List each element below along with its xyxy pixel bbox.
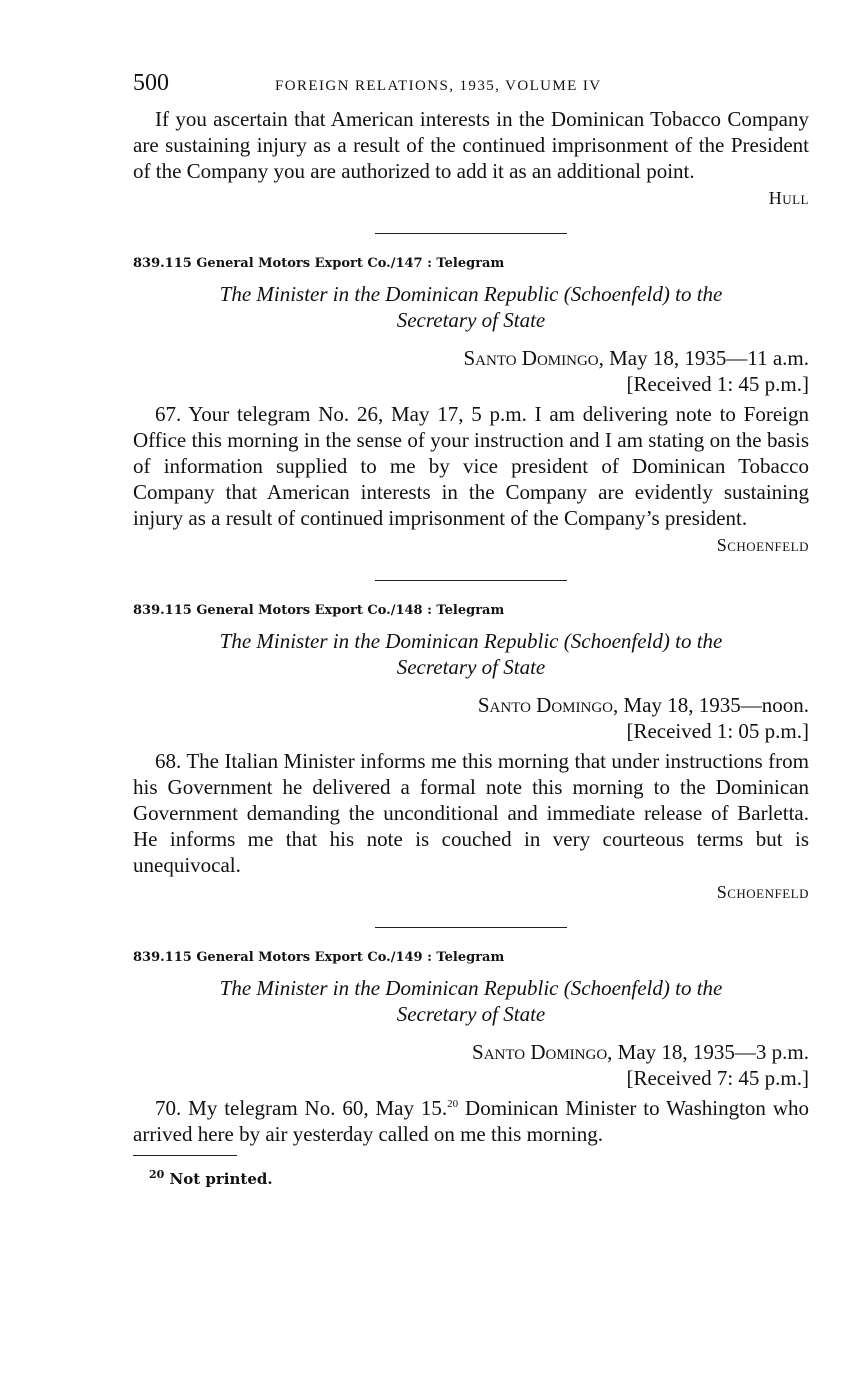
received-time: [Received 7: 45 p.m.] (626, 1066, 809, 1090)
file-reference: 839.115 General Motors Export Co./149 : Telegram (133, 950, 505, 965)
document-title: The Minister in the Dominican Republic (Schoenfeld) to the Secretary of State (219, 282, 723, 332)
dateline: Santo Domingo, May 18, 1935—11 a.m. (463, 346, 809, 370)
footnote: $^{20}$ Not printed. (149, 1168, 273, 1188)
file-reference: 839.115 General Motors Export Co./147 : Telegram (133, 256, 505, 271)
running-head: FOREIGN RELATIONS, 1935, VOLUME IV (275, 78, 602, 94)
document-page (133, 70, 809, 1188)
footnote-marker: 20 (447, 1098, 459, 1110)
received-time: [Received 1: 05 p.m.] (626, 719, 809, 743)
dateline: Santo Domingo, May 18, 1935—noon. (477, 693, 809, 717)
page-number: 500 (133, 70, 169, 96)
telegram-body: 68. The Italian Minister informs me this morning that under instructions from his Government he delivered a formal note this morning to the Dominican Government demanding the unconditional and immediate release of Barletta. He informs me that his note is couched in very courteous terms but is unequivocal. (133, 749, 809, 877)
intro-paragraph: If you ascertain that American interests in the Dominican Tobacco Company are sustaining injury as a result of the continued imprisonment of the President of the Company you are authorized to add it as an additional point. (133, 107, 809, 183)
signature-schoenfeld: Schoenfeld (716, 882, 809, 902)
section-divider (375, 927, 567, 928)
document-title: The Minister in the Dominican Republic (Schoenfeld) to the Secretary of State (219, 976, 723, 1026)
signature-schoenfeld: Schoenfeld (716, 535, 809, 555)
footnote-rule (133, 1155, 237, 1156)
file-reference: 839.115 General Motors Export Co./148 : Telegram (133, 603, 505, 618)
document-title: The Minister in the Dominican Republic (Schoenfeld) to the Secretary of State (219, 629, 723, 679)
received-time: [Received 1: 45 p.m.] (626, 372, 809, 396)
telegram-body: 70. My telegram No. 60, May 15.20 Dominican Minister to Washington who arrived here by air yesterday called on me this morning. (133, 1096, 809, 1146)
section-divider (375, 233, 567, 234)
section-divider (375, 580, 567, 581)
dateline: Santo Domingo, May 18, 1935—3 p.m. (472, 1040, 809, 1064)
signature-hull: Hull (768, 188, 809, 208)
telegram-body: 67. Your telegram No. 26, May 17, 5 p.m. I am delivering note to Foreign Office this morning in the sense of your instruction and I am stating on the basis of information supplied to me by vice president of Dominican Tobacco Company that American interests in the Company are evidently sustaining injury as a result of continued imprisonment of the Company’s president. (133, 402, 809, 530)
page-header (133, 70, 809, 106)
